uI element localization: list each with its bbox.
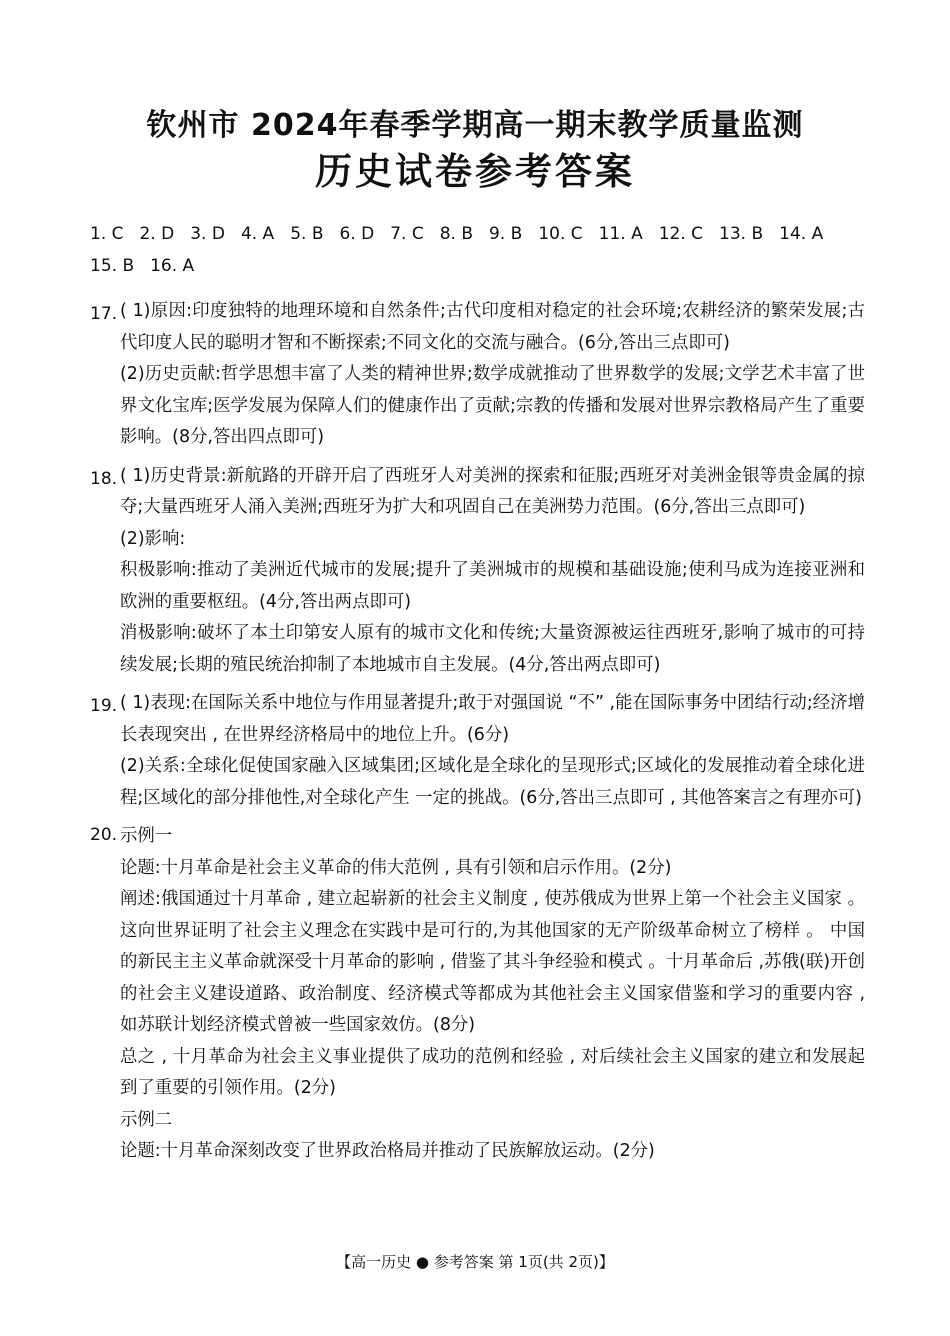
answer-key-title: 历史试卷参考答案: [315, 150, 635, 193]
question-number: 18.: [90, 468, 118, 489]
question-number: 19.: [90, 696, 118, 716]
choice-answer: 15. B: [90, 256, 135, 276]
question-17: [90, 296, 865, 454]
choice-answer: 5. B: [290, 224, 324, 244]
answer-paragraph: (2)关系:全球化促使国家融入区域集团;区域化是全球化的呈现形式;区域化的发展推动着全球化进程;区域化的部分排他性,对全球化产生 一定的挑战。(6分,答出三点即可 , 其他答案言之有理亦可): [120, 756, 865, 808]
question-18: [90, 461, 865, 682]
choice-answer: 16. A: [150, 256, 195, 276]
page-footer: 【高一历史 ● 参考答案 第 1页(共 2页)】: [336, 1253, 614, 1271]
choice-answer: 11. A: [598, 224, 643, 244]
answer-paragraph: 阐述:俄国通过十月革命 , 建立起崭新的社会主义制度 , 使苏俄成为世界上第一个社会主义国家 。这向世界证明了社会主义理念在实践中是可行的,为其他国家的无产阶级革命树立了榜样 。 中国的新民主主义革命就深受十月革命的影响 , 借鉴了其斗争经验和模式 。十月革命后 ,苏俄(联)开创的社会主义建设道路、政治制度、经济模式等都成为其他社会主义国家借鉴和学习的重要内容 , 如苏联计划经济模式曾被一些国家效仿。(8分): [120, 889, 865, 1035]
answer-paragraph: ( 1)原因:印度独特的地理环境和自然条件;古代印度相对稳定的社会环境;农耕经济的繁荣发展;古代印度人民的聪明才智和不断探索;不同文化的交流与融合。(6分,答出三点即可): [120, 301, 865, 353]
choice-answer: 6. D: [339, 224, 375, 244]
choice-answer: 4. A: [240, 224, 275, 244]
answer-paragraph: (2)影响:: [120, 528, 186, 549]
answer-paragraph: 积极影响:推动了美洲近代城市的发展;提升了美洲城市的规模和基础设施;使利马成为连接亚洲和欧洲的重要枢纽。(4分,答出两点即可): [120, 560, 865, 612]
choice-answer: 13. B: [719, 224, 764, 244]
answer-paragraph: ( 1)历史背景:新航路的开辟开启了西班牙人对美洲的探索和征服;西班牙对美洲金银等贵金属的掠夺;大量西班牙人涌入美洲;西班牙为扩大和巩固自己在美洲势力范围。(6分,答出三点即可): [120, 465, 865, 517]
choice-answer: 10. C: [538, 224, 583, 244]
answer-paragraph: (2)历史贡献:哲学思想丰富了人类的精神世界;数学成就推动了世界数学的发展;文学艺术丰富了世界文化宝库;医学发展为保障人们的健康作出了贡献;宗教的传播和发展对世界宗教格局产生了重要影响。(8分,答出四点即可): [120, 364, 865, 447]
answer-paragraph: 论题:十月革命是社会主义革命的伟大范例 , 具有引领和启示作用。(2分): [120, 857, 672, 878]
choice-answer: 1. C: [90, 224, 124, 244]
choice-answer: 8. B: [439, 224, 474, 244]
choice-answers: [90, 218, 865, 282]
choice-answer: 3. D: [190, 224, 225, 244]
question-number: 17.: [90, 304, 118, 324]
choice-answer: 14. A: [779, 224, 824, 244]
answer-paragraph: ( 1)表现:在国际关系中地位与作用显著提升;敢于对强国说 “不” ,能在国际事务中团结行动;经济增长表现突出 , 在世界经济格局中的地位上升。(6分): [120, 693, 865, 745]
answer-paragraph: 总之 , 十月革命为社会主义事业提供了成功的范例和经验 , 对后续社会主义国家的建立和发展起到了重要的引领作用。(2分): [120, 1046, 865, 1098]
choice-answer: 12. C: [658, 224, 704, 244]
question-number: 20.: [90, 825, 118, 845]
choice-answer: 2. D: [139, 224, 175, 244]
question-19: [90, 688, 865, 814]
answer-paragraph: 论题:十月革命深刻改变了世界政治格局并推动了民族解放运动。(2分): [120, 1141, 655, 1161]
answer-paragraph: 消极影响:破坏了本土印第安人原有的城市文化和传统;大量资源被运往西班牙,影响了城市的可持续发展;长期的殖民统治抑制了本地城市自主发展。(4分,答出两点即可): [120, 623, 865, 675]
choice-answer: 9. B: [489, 224, 523, 244]
exam-title: 钦州市 2024年春季学期高一期末教学质量监测: [146, 108, 804, 143]
example-heading: 示例二: [120, 1109, 173, 1130]
question-20: [90, 821, 865, 1168]
choice-answer: 7. C: [390, 224, 424, 244]
document-body: [90, 218, 865, 1168]
example-heading: 示例一: [120, 826, 173, 846]
